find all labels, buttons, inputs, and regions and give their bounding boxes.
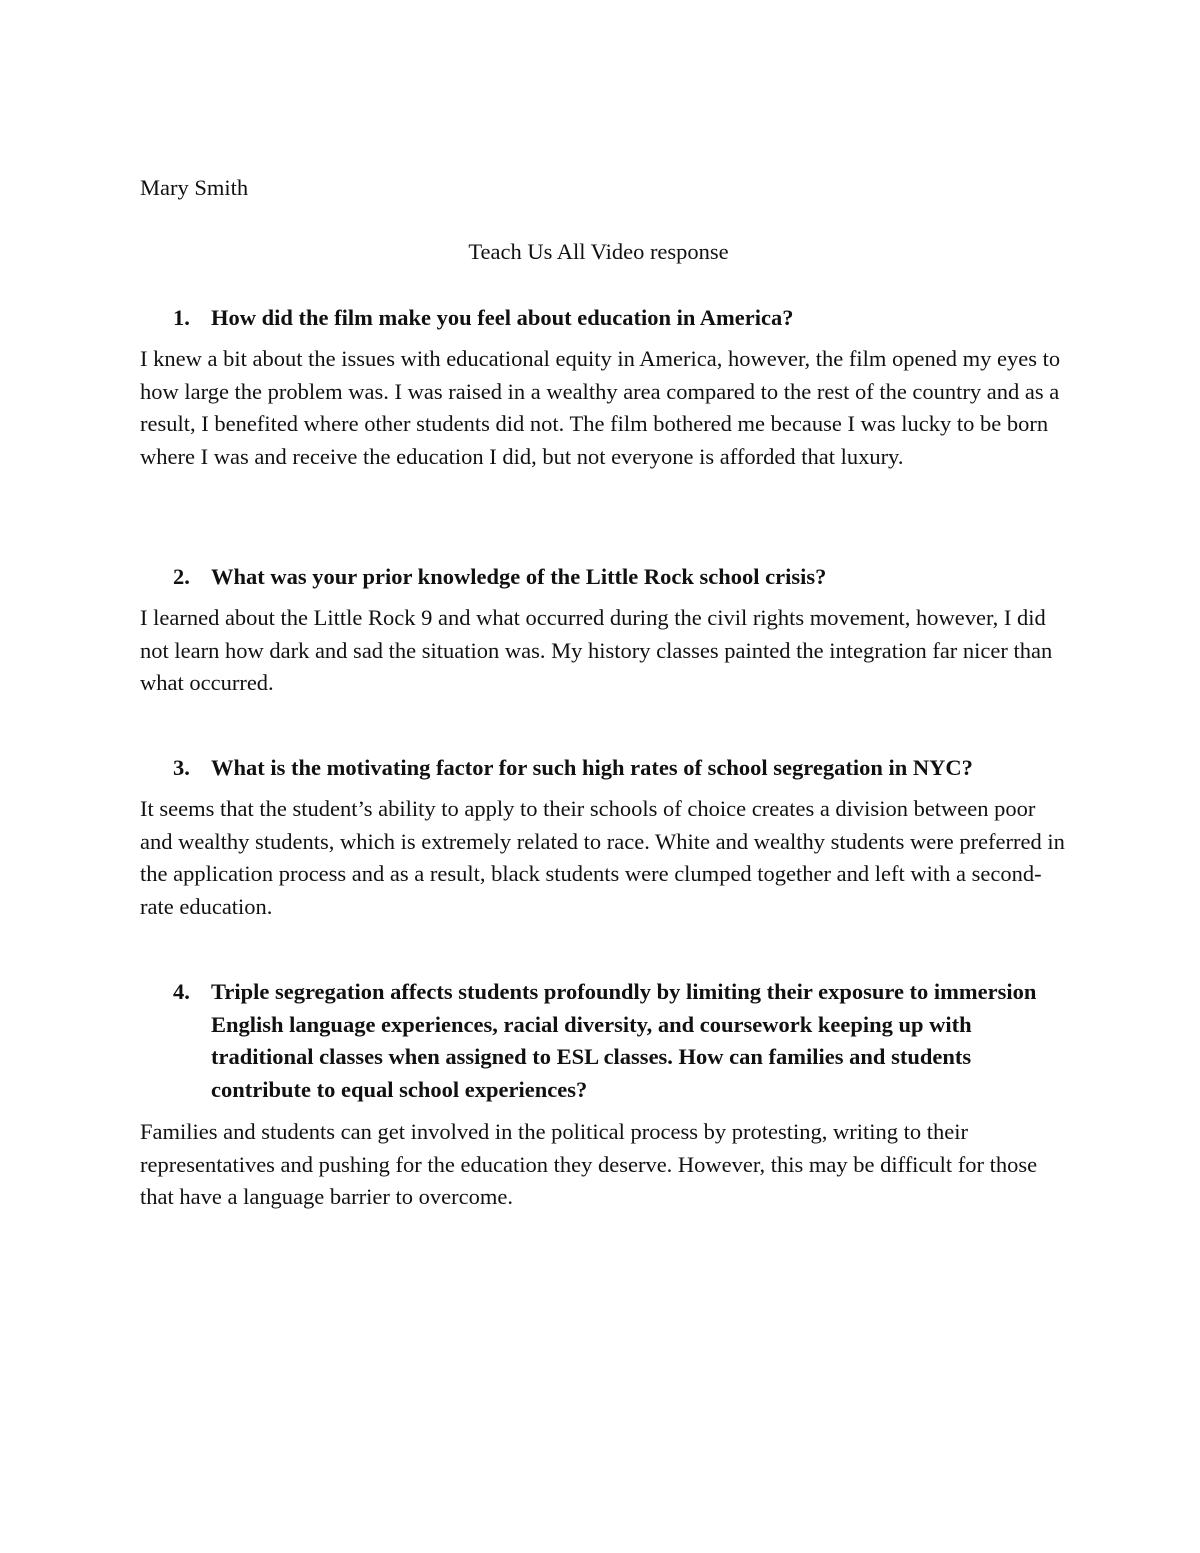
question-4 bbox=[173, 976, 1063, 1106]
question-1 bbox=[173, 302, 1063, 335]
answer-2: I learned about the Little Rock 9 and what occurred during the civil rights movement, however, I did not learn how dark and sad the situation was. My history classes painted the integration far nicer than what occurred. bbox=[140, 605, 1053, 695]
question-number: 1. bbox=[173, 305, 190, 330]
answer-1: I knew a bit about the issues with educational equity in America, however, the film opened my eyes to how large the problem was. I was raised in a wealthy area compared to the rest of the country and as a result, I benefited where other students did not. The film bothered me because I was lucky to be born where I was and receive the education I did, but not everyone is afforded that luxury. bbox=[140, 346, 1061, 469]
question-text: What was your prior knowledge of the Little Rock school crisis? bbox=[211, 564, 827, 589]
question-2 bbox=[173, 561, 1063, 594]
author-name: Mary Smith bbox=[140, 175, 249, 200]
document-title: Teach Us All Video response bbox=[468, 239, 729, 264]
question-text: How did the film make you feel about education in America? bbox=[211, 305, 794, 330]
answer-3: It seems that the student’s ability to apply to their schools of choice creates a division between poor and wealthy students, which is extremely related to race. White and wealthy students were preferred in the application process and as a result, black students were clumped together and left with a second-rate education. bbox=[140, 796, 1065, 919]
question-3 bbox=[173, 752, 1063, 785]
question-number: 4. bbox=[173, 979, 190, 1004]
question-text: What is the motivating factor for such high rates of school segregation in NYC? bbox=[211, 755, 973, 780]
answer-4: Families and students can get involved in the political process by protesting, writing to their representatives and pushing for the education they deserve. However, this may be difficult for those that have a language barrier to overcome. bbox=[140, 1119, 1038, 1209]
question-number: 2. bbox=[173, 564, 190, 589]
question-number: 3. bbox=[173, 755, 190, 780]
question-text: Triple segregation affects students profoundly by limiting their exposure to immersion English language experiences, racial diversity, and coursework keeping up with traditional classes when assigned to ESL classes. How can families and students contribute to equal school experiences? bbox=[211, 979, 1037, 1102]
